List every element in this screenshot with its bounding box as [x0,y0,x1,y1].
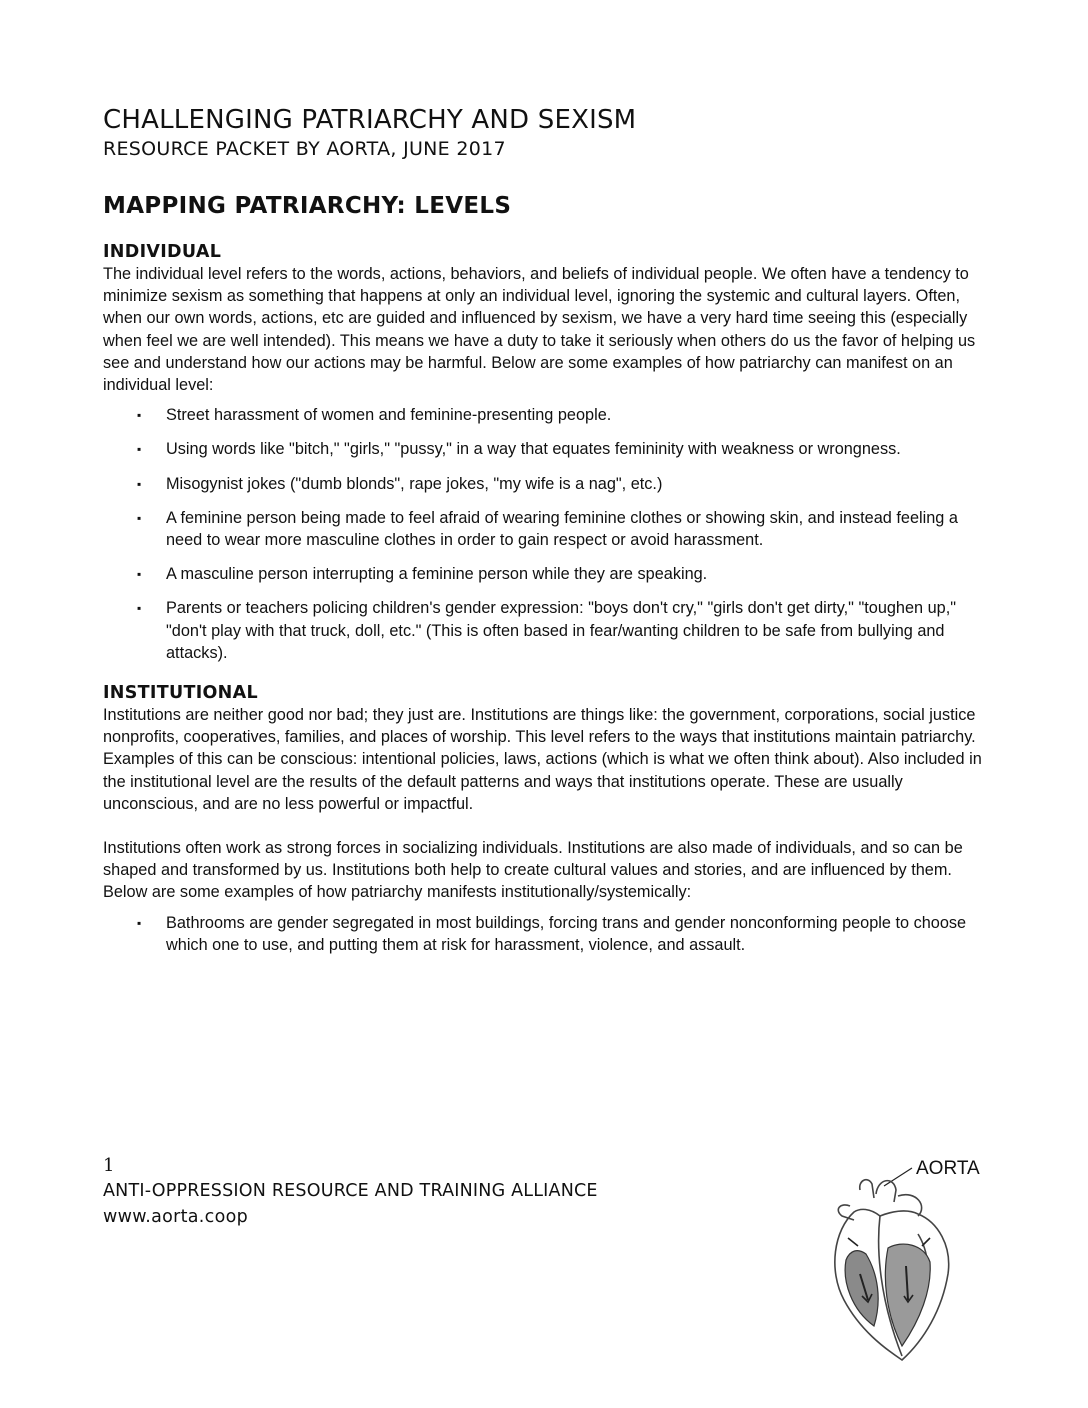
list-item: ▪ Street harassment of women and feminine-presenting people. [103,404,983,426]
list-item: ▪ Using words like "bitch," "girls," "pussy," in a way that equates femininity with weakness or wrongness. [103,438,983,460]
list-item: ▪ A masculine person interrupting a feminine person while they are speaking. [103,563,983,585]
footer-url[interactable]: www.aorta.coop [103,1207,249,1227]
list-item: ▪ Parents or teachers policing children's gender expression: "boys don't cry," "girls don't get dirty," "toughen up," "don't play with that truck, doll, etc." (This is often based in fear/wanting children to be safe from bullying and attacks). [137,599,957,662]
bullet-icon: ▪ [137,408,142,423]
document-subtitle: RESOURCE PACKET BY AORTA, JUNE 2017 [103,138,506,160]
page-footer [103,1154,598,1230]
bullet-icon: ▪ [137,442,142,457]
section-title: MAPPING PATRIARCHY: LEVELS [103,193,512,219]
list-item: ▪ A feminine person being made to feel afraid of wearing feminine clothes or showing skin, and instead feeling a need to wear more masculine clothes in order to gain respect or avoid harassment. [137,508,958,550]
bullet-icon: ▪ [137,601,142,616]
institutional-list [103,912,983,956]
logo-label: AORTA [916,1158,980,1179]
individual-paragraph: The individual level refers to the words, actions, behaviors, and beliefs of individual people. We often have a tendency to minimize sexism as something that happens at only an individual level, ignoring the systemic and cultural layers. Often, when our own words, actions, etc are guided and influenced by sexism, we have a very hard time seeing this (especially when feel we are well intended). This means we have a duty to take it seriously when others do us the favor of helping us see and understand how our actions may be harmful. Below are some examples of how patriarchy can manifest on an individual level: [103,265,976,395]
bullet-icon: ▪ [137,567,142,582]
footer-organization: ANTI-OPPRESSION RESOURCE AND TRAINING ALLIANCE [103,1181,598,1201]
bullet-icon: ▪ [137,510,142,525]
heart-anatomy-icon [820,1150,990,1390]
page-number: 1 [103,1155,115,1176]
document-page [103,104,983,968]
document-title: CHALLENGING PATRIARCHY AND SEXISM [103,105,637,135]
list-item: ▪ Misogynist jokes ("dumb blonds", rape jokes, "my wife is a nag", etc.) [103,473,983,495]
individual-list [103,404,983,664]
heading-individual: INDIVIDUAL [103,242,222,262]
heading-institutional: INSTITUTIONAL [103,683,258,704]
list-item: ▪ Bathrooms are gender segregated in most buildings, forcing trans and gender nonconforming people to choose which one to use, and putting them at risk for harassment, violence, and assault. [137,913,967,954]
bullet-icon: ▪ [137,476,142,491]
bullet-icon: ▪ [137,915,142,930]
institutional-paragraph-2: Institutions often work as strong forces in socializing individuals. Institutions are also made of individuals, and so can be shaped and transformed by us. Institutions both help to create cultural values and stories, and are influenced by them. Below are some examples of how patriarchy manifests institutionally/systemically: [103,839,963,902]
institutional-paragraph-1: Institutions are neither good nor bad; they just are. Institutions are things like: the government, corporations, social justice nonprofits, cooperatives, families, and places of worship. This level refers to the ways that institutions maintain patriarchy. Examples of this can be conscious: intentional policies, laws, actions (which is what we often think about). Also included in the institutional level are the results of the default patterns and ways that institutions operate. These are usually unconscious, and are no less powerful or impactful. [103,706,982,813]
